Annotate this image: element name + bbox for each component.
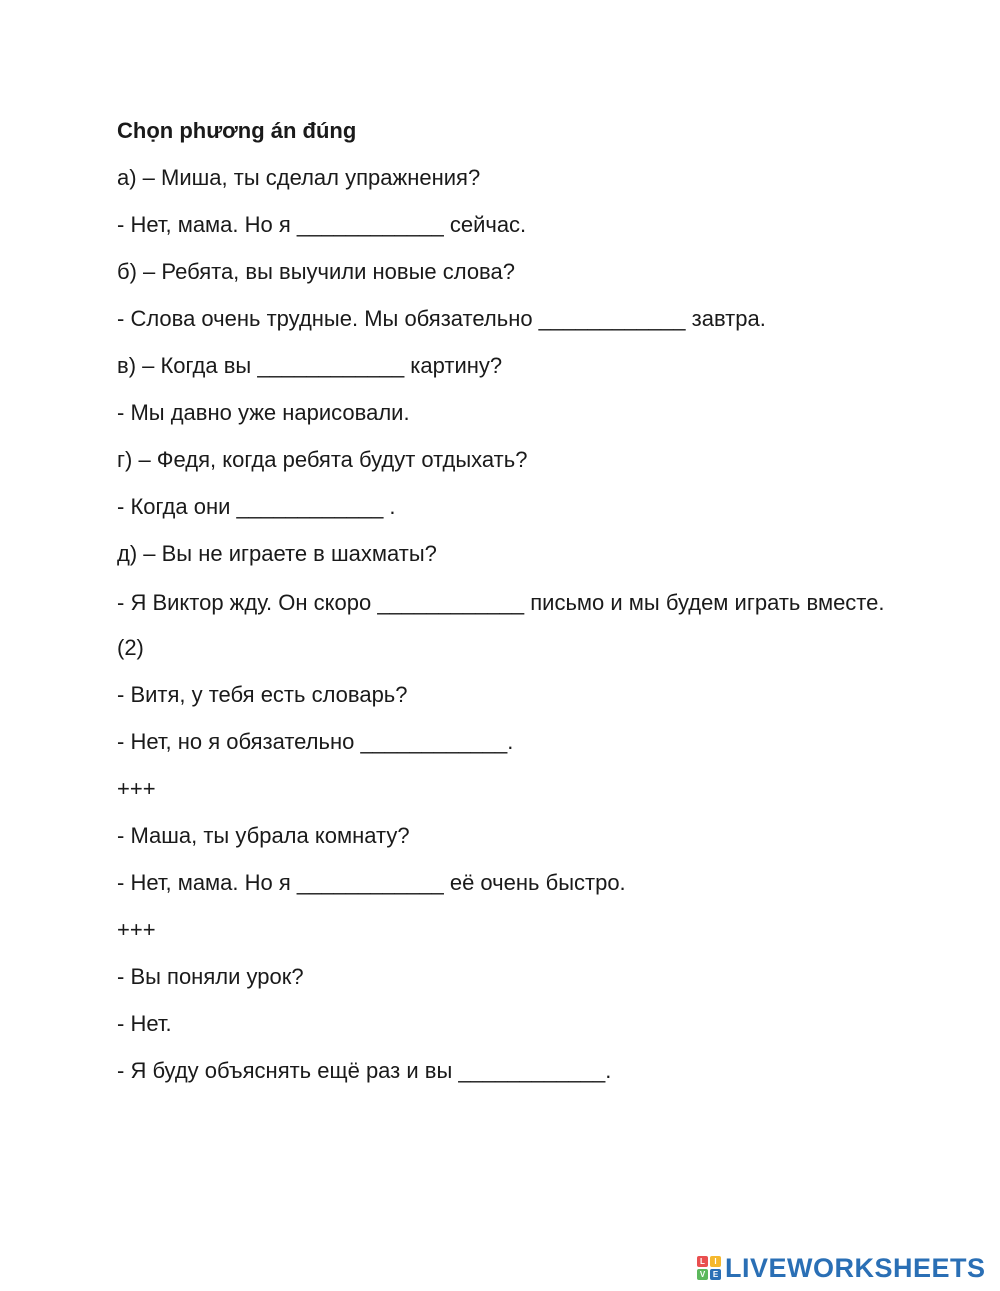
exercise-line: - Нет, но я обязательно ____________.: [117, 729, 514, 754]
separator-marker: +++: [117, 776, 156, 801]
logo-mark-tile: V: [697, 1269, 708, 1280]
logo-mark-tile: L: [697, 1256, 708, 1267]
exercise-line: д) – Вы не играете в шахматы?: [117, 541, 437, 566]
exercise-line: а) – Миша, ты сделал упражнения?: [117, 165, 481, 190]
separator-marker: +++: [117, 917, 156, 942]
exercise-line: - Вы поняли урок?: [117, 964, 304, 989]
logo-mark-icon: [697, 1256, 721, 1280]
exercise-line: - Когда они ____________ .: [117, 494, 396, 519]
liveworksheets-logo: [697, 1252, 986, 1284]
section-marker: (2): [117, 635, 144, 660]
exercise-line: - Маша, ты убрала комнату?: [117, 823, 410, 848]
logo-mark-tile: I: [710, 1256, 721, 1267]
exercise-line: - Витя, у тебя есть словарь?: [117, 682, 408, 707]
exercise-line: - Слова очень трудные. Мы обязательно ____________ завтра.: [117, 306, 766, 331]
exercise-line: - Я Виктор жду. Он скоро ____________ письмо и мы будем играть вместе.: [117, 590, 885, 615]
worksheet: [117, 116, 897, 1103]
exercise-line: - Мы давно уже нарисовали.: [117, 400, 410, 425]
exercise-line: - Я буду объяснять ещё раз и вы ____________.: [117, 1058, 612, 1083]
exercise-line: - Нет, мама. Но я ____________ её очень быстро.: [117, 870, 626, 895]
logo-text: LIVEWORKSHEETS: [725, 1252, 986, 1283]
exercise-line: г) – Федя, когда ребята будут отдыхать?: [117, 447, 528, 472]
worksheet-title: Chọn phương án đúng: [117, 118, 357, 143]
exercise-line: - Нет.: [117, 1011, 172, 1036]
exercise-line: б) – Ребята, вы выучили новые слова?: [117, 259, 515, 284]
logo-mark-tile: E: [710, 1269, 721, 1280]
exercise-line: - Нет, мама. Но я ____________ сейчас.: [117, 212, 527, 237]
exercise-line: в) – Когда вы ____________ картину?: [117, 353, 503, 378]
